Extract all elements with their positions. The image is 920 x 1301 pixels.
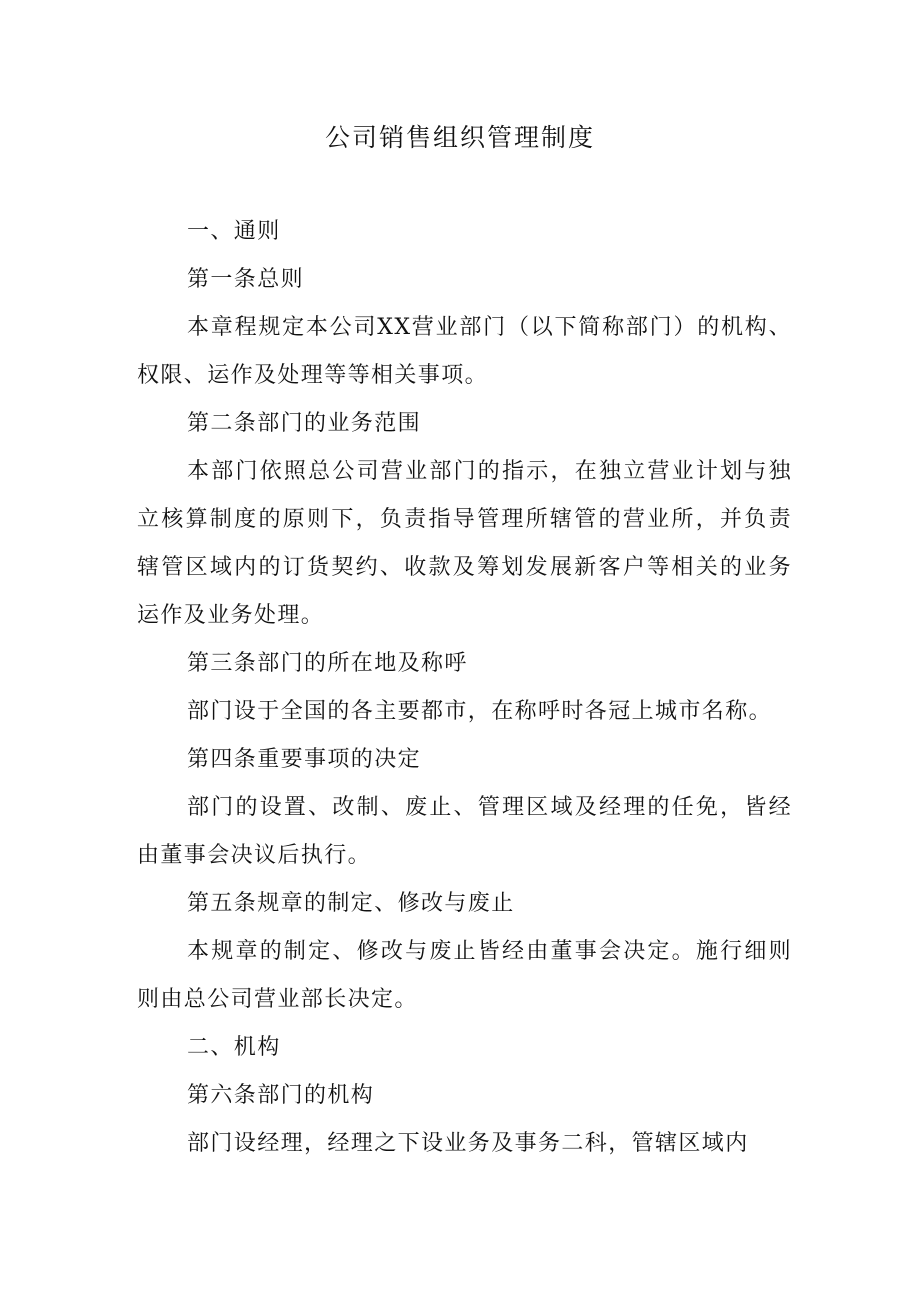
article-heading-4: 第四条重要事项的决定 (187, 747, 422, 772)
document-title: 公司销售组织管理制度 (324, 123, 595, 152)
article-body-1: 本章程规定本公司XX营业部门（以下简称部门）的机构、权限、运作及处理等等相关事项。 (137, 315, 792, 388)
article-body-3: 部门设于全国的各主要都市，在称呼时各冠上城市名称。 (187, 699, 773, 724)
section-heading-organization: 二、机构 (187, 1035, 281, 1060)
article-body-2: 本部门依照总公司营业部门的指示，在独立营业计划与独立核算制度的原则下，负责指导管理所辖管的营业所，并负责辖管区域内的订货契约、收款及筹划发展新客户等相关的业务运作及业务处理。 (137, 459, 792, 628)
article-heading-1: 第一条总则 (187, 267, 305, 292)
article-body-5: 本规章的制定、修改与废止皆经由董事会决定。施行细则则由总公司营业部长决定。 (137, 939, 792, 1012)
article-body-4: 部门的设置、改制、废止、管理区域及经理的任免，皆经由董事会决议后执行。 (137, 795, 792, 868)
section-heading-general: 一、通则 (187, 219, 281, 244)
article-heading-3: 第三条部门的所在地及称呼 (187, 651, 468, 676)
article-heading-6: 第六条部门的机构 (187, 1083, 375, 1108)
document-body (137, 208, 792, 1168)
article-heading-2: 第二条部门的业务范围 (187, 411, 422, 436)
article-heading-5: 第五条规章的制定、修改与废止 (187, 891, 515, 916)
article-body-6: 部门设经理，经理之下设业务及事务二科，管辖区域内 (187, 1131, 749, 1156)
